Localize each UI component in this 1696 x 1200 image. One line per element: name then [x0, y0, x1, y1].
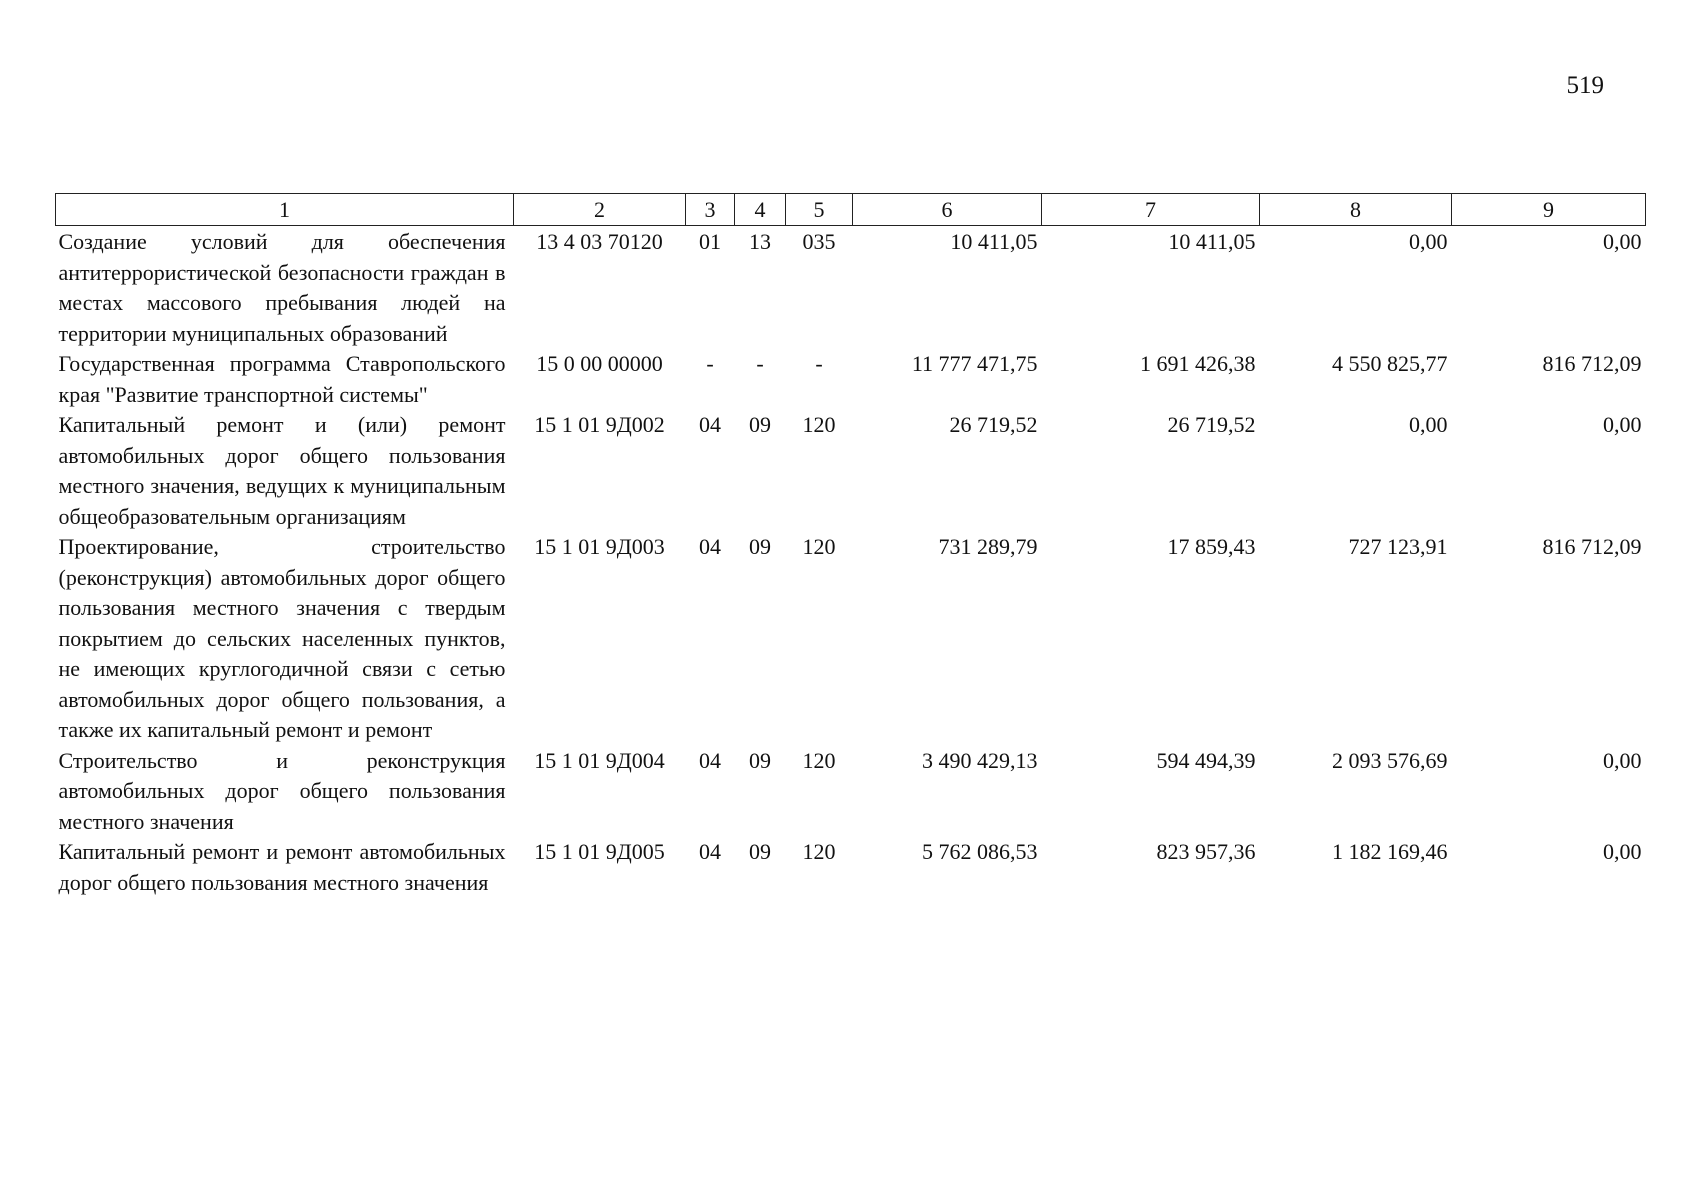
- page-number: 519: [1566, 72, 1604, 99]
- row-name: Капитальный ремонт и ремонт автомобильных дорог общего пользования местного значения: [58, 839, 506, 895]
- row-value-7: 26 719,52: [1167, 412, 1256, 437]
- row-value-6: 11 777 471,75: [911, 351, 1038, 376]
- column-header: 1: [56, 194, 514, 226]
- row-value-6: 3 490 429,13: [922, 747, 1038, 773]
- row-value-7: 10 411,05: [1168, 229, 1256, 254]
- row-code: 15 1 01 9Д003: [534, 534, 665, 559]
- row-value-7: 1 691 426,38: [1140, 351, 1256, 376]
- row-subsection: 09: [749, 747, 771, 773]
- table-row: [56, 746, 1646, 838]
- row-value-8: 727 123,91: [1348, 534, 1448, 559]
- row-value-9: 816 712,09: [1542, 351, 1642, 376]
- table-row: [56, 349, 1646, 410]
- row-name: Строительство и реконструкция автомобильных дорог общего пользования местного значения: [58, 747, 506, 834]
- row-subsection: -: [756, 351, 764, 376]
- row-section: 04: [699, 839, 721, 864]
- row-subsection: 09: [749, 412, 771, 437]
- row-type: 120: [802, 747, 836, 773]
- table-header-row: [56, 194, 1646, 226]
- row-value-9: 0,00: [1603, 229, 1642, 254]
- row-section: 04: [699, 412, 721, 437]
- row-type: 120: [802, 534, 836, 559]
- row-code: 15 1 01 9Д004: [534, 747, 665, 773]
- row-section: 04: [699, 747, 721, 773]
- row-value-9: 0,00: [1603, 839, 1642, 864]
- row-value-6: 26 719,52: [949, 412, 1038, 437]
- row-value-9: 0,00: [1603, 412, 1642, 437]
- row-name: Проектирование, строительство (реконструкция) автомобильных дорог общего пользования местного значения с твердым покрытием до сельских населенных пунктов, не имеющих круглогодичной связи с сетью автомобильных дорог общего пользования, а также их капитальный ремонт и ремонт: [58, 534, 506, 742]
- row-value-7: 594 494,39: [1156, 747, 1256, 773]
- row-code: 15 0 00 00000: [536, 351, 663, 376]
- row-name: Государственная программа Ставропольского края "Развитие транспортной системы": [58, 351, 506, 407]
- row-code: 15 1 01 9Д005: [534, 839, 665, 864]
- row-value-8: 4 550 825,77: [1332, 351, 1448, 376]
- row-type: 035: [802, 229, 836, 254]
- column-header: 4: [735, 194, 786, 226]
- row-section: -: [706, 351, 714, 376]
- row-value-8: 2 093 576,69: [1332, 747, 1448, 773]
- table-row: [56, 837, 1646, 898]
- row-value-6: 5 762 086,53: [922, 839, 1038, 864]
- table-row: [56, 410, 1646, 532]
- column-header: 9: [1452, 194, 1646, 226]
- column-header: 6: [853, 194, 1042, 226]
- row-code: 15 1 01 9Д002: [534, 412, 665, 437]
- row-value-6: 731 289,79: [938, 534, 1038, 559]
- column-header: 7: [1042, 194, 1260, 226]
- table-row: [56, 532, 1646, 746]
- row-value-8: 0,00: [1409, 229, 1448, 254]
- row-name: Капитальный ремонт и (или) ремонт автомобильных дорог общего пользования местного значения, ведущих к муниципальным общеобразовательным организациям: [58, 412, 506, 529]
- column-header: 5: [786, 194, 853, 226]
- row-value-9: 816 712,09: [1542, 534, 1642, 559]
- row-type: 120: [802, 839, 836, 864]
- table-row: [56, 226, 1646, 350]
- row-value-7: 17 859,43: [1167, 534, 1256, 559]
- row-value-8: 0,00: [1409, 412, 1448, 437]
- row-section: 01: [699, 229, 721, 254]
- budget-table: [55, 193, 1646, 898]
- row-value-6: 10 411,05: [950, 229, 1038, 254]
- column-header: 3: [686, 194, 735, 226]
- column-header: 8: [1260, 194, 1452, 226]
- row-value-9: 0,00: [1603, 747, 1642, 773]
- row-type: 120: [802, 412, 836, 437]
- row-subsection: 09: [749, 534, 771, 559]
- row-subsection: 09: [749, 839, 771, 864]
- row-value-8: 1 182 169,46: [1332, 839, 1448, 864]
- row-subsection: 13: [749, 229, 771, 254]
- row-type: -: [815, 351, 823, 376]
- row-code: 13 4 03 70120: [536, 229, 663, 254]
- row-section: 04: [699, 534, 721, 559]
- column-header: 2: [514, 194, 686, 226]
- row-name: Создание условий для обеспечения антитеррористической безопасности граждан в местах массового пребывания людей на территории муниципальных образований: [58, 229, 506, 346]
- row-value-7: 823 957,36: [1156, 839, 1256, 864]
